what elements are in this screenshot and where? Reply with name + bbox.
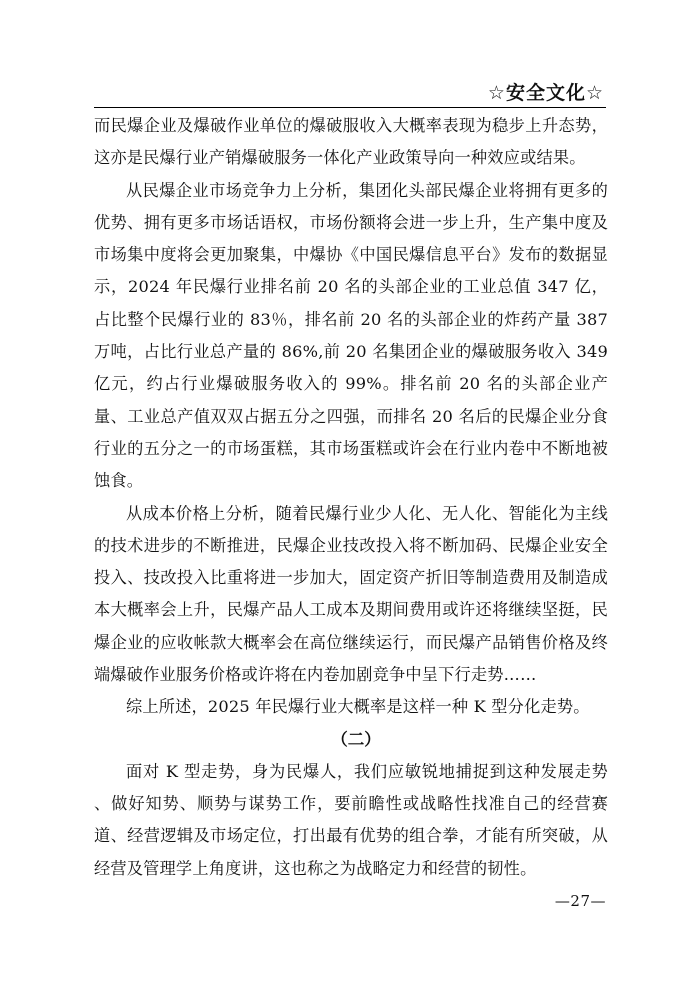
paragraph-k-trend: 面对 K 型走势，身为民爆人，我们应敏锐地捕捉到这种发展走势 、做好知势、顺势与谋势工作，要前瞻性或战略性找准自己的经营赛道、经营逻辑及市场定位，打出最有优势的组合拳，才能有所突破，从经营及管理学上角度讲，这也称之为战略定力和经营的韧性。 (94, 761, 608, 878)
paragraph-summary: 综上所述，2025 年民爆行业大概率是这样一种 K 型分化走势。 (126, 697, 590, 717)
paragraph-market-competition: 从民爆企业市场竞争力上分析，集团化头部民爆企业将拥有更多的优势、拥有更多市场话语权，市场份额将会进一步上升，生产集中度及市场集中度将会更加聚集，中爆协《中国民爆信息平台》发布的数据显示，2024 年民爆行业排名前 20 名的头部企业的工业总值 347 亿，占比整个民爆行业的 83％，排名前 20 名的头部企业的炸药产量 387 万吨，占比行业总产量的 86%,前 20 名集团企业的爆破服务收入 349 亿元，约占行业爆破服务收入的 99%。排名前 20 名的头部企业产量、工业总产值双双占据五分之四强，而排名 20 名后的民爆企业分食行业的五分之一的市场蛋糕，其市场蛋糕或许会在行业内卷中不断地被蚀食。 (94, 180, 608, 491)
article-body (94, 110, 608, 885)
header-rule (94, 107, 606, 108)
paragraph-cost-price: 从成本价格上分析，随着民爆行业少人化、无人化、智能化为主线的技术进步的不断推进，民爆企业技改投入将不断加码、民爆企业安全投入、技改投入比重将进一步加大，固定资产折旧等制造费用及制造成本大概率会上升，民爆产品人工成本及期间费用或许还将继续坚挺，民爆企业的应收帐款大概率会在高位继续运行，而民爆产品销售价格及终端爆破作业服务价格或许将在内卷加剧竞争中呈下行走势…… (94, 503, 608, 685)
paragraph-continued: 而民爆企业及爆破作业单位的爆破服收入大概率表现为稳步上升态势，这亦是民爆行业产销爆破服务一体化产业政策导向一种效应或结果。 (94, 116, 608, 168)
page-number: —27— (554, 892, 606, 910)
running-header-title: ☆安全文化☆ (487, 82, 604, 104)
section-heading: （二） (331, 729, 381, 749)
